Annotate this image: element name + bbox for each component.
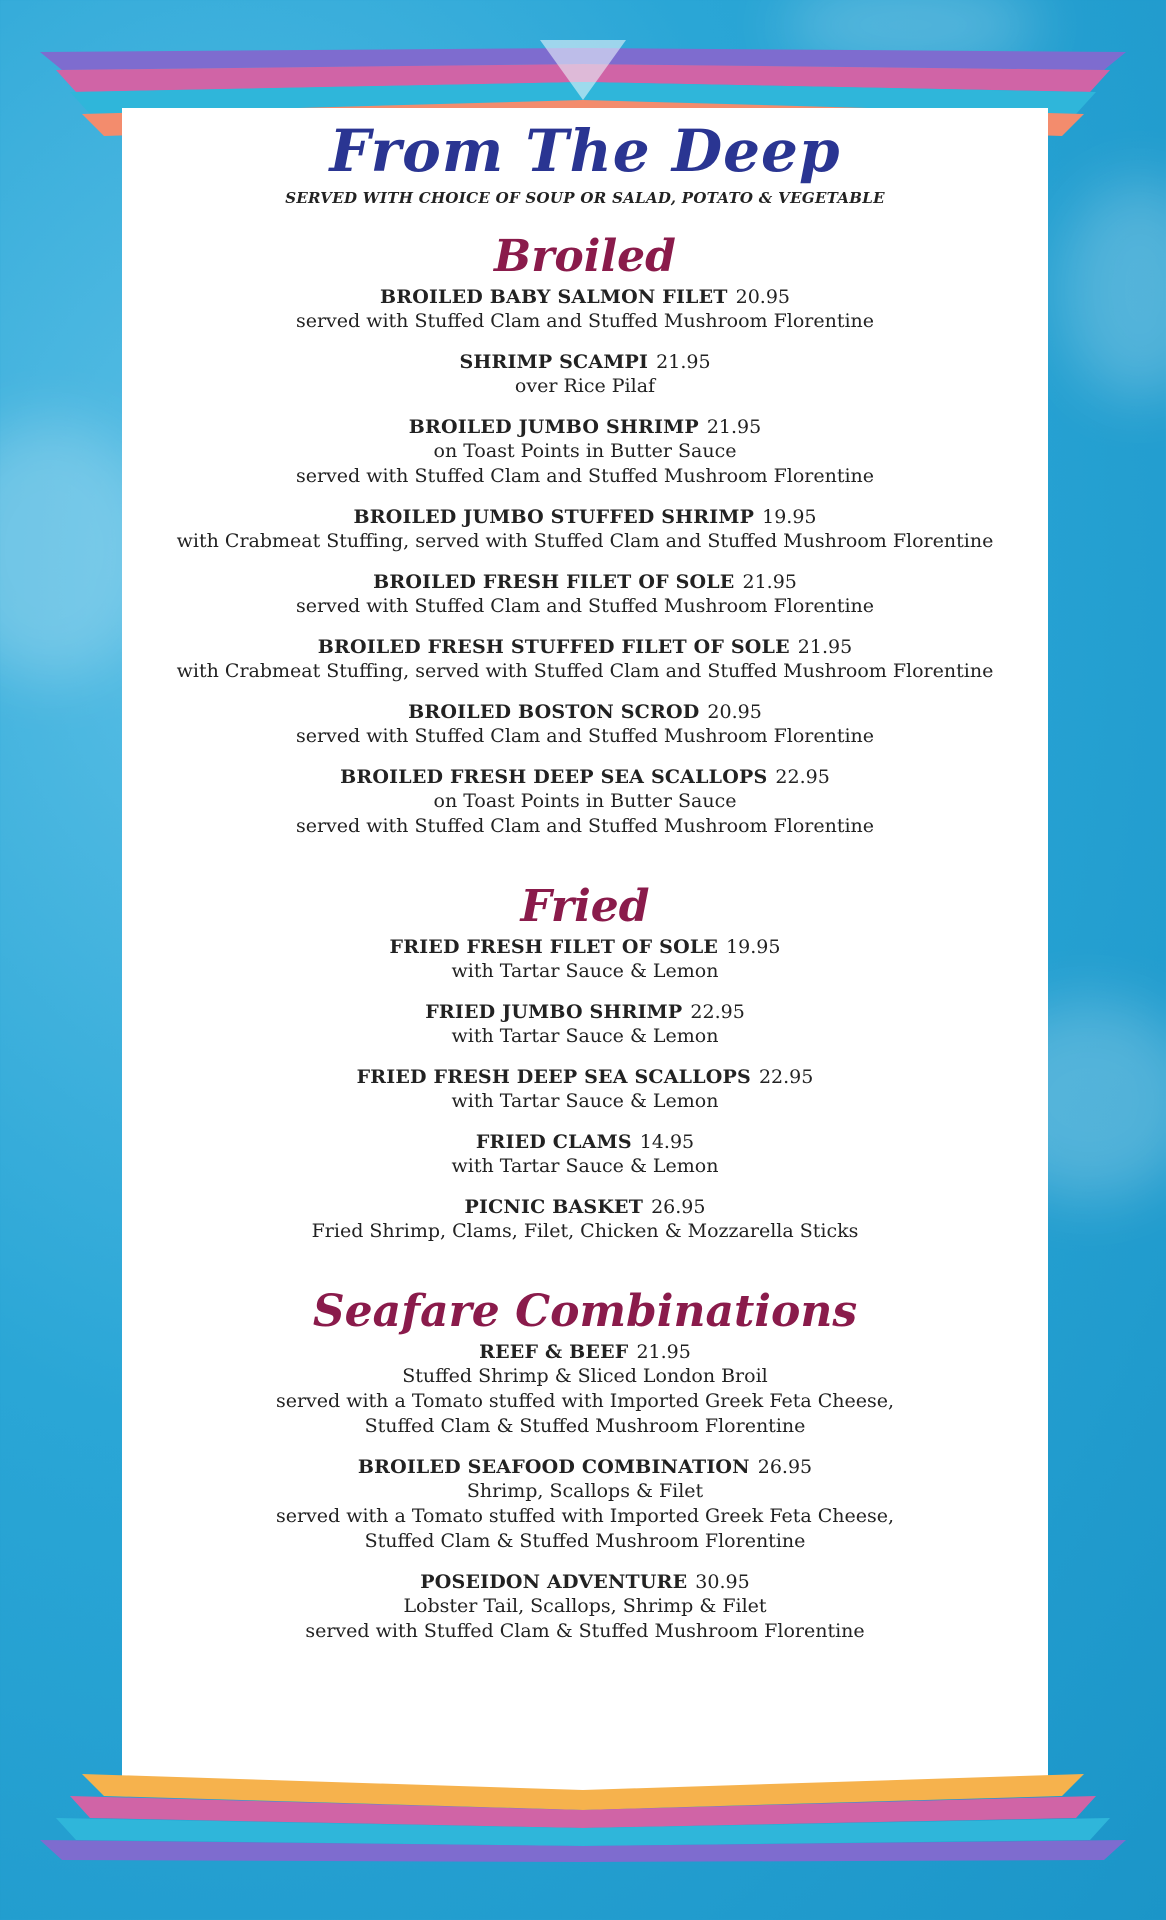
menu-item (122, 570, 1048, 619)
menu-item-name: FRIED JUMBO SHRIMP (425, 1001, 683, 1023)
menu-item-header (122, 415, 1048, 439)
menu-item-price: 21.95 (797, 636, 853, 658)
menu-item-header (122, 570, 1048, 594)
menu-item-name: BROILED FRESH DEEP SEA SCALLOPS (340, 766, 768, 788)
menu-item-name: POSEIDON ADVENTURE (420, 1571, 688, 1593)
section-title: Broiled (494, 231, 676, 282)
menu-item (122, 1130, 1048, 1179)
menu-item-price: 20.95 (707, 701, 762, 723)
menu-item-price: 20.95 (735, 286, 791, 308)
menu-item-description: served with a Tomato stuffed with Imported Greek Feta Cheese, (275, 1505, 895, 1527)
menu-item (122, 350, 1048, 399)
menu-item-price: 19.95 (762, 506, 817, 528)
menu-item-description: served with a Tomato stuffed with Imported Greek Feta Cheese, (275, 1390, 895, 1412)
menu-item-description: Fried Shrimp, Clams, Filet, Chicken & Mozzarella Sticks (311, 1220, 859, 1242)
menu-content (122, 115, 1048, 1660)
menu-item-description: with Tartar Sauce & Lemon (451, 960, 719, 982)
menu-item-description: served with Stuffed Clam and Stuffed Mushroom Florentine (295, 725, 875, 747)
menu-item-description: served with Stuffed Clam and Stuffed Mushroom Florentine (295, 815, 875, 837)
menu-item-price: 21.95 (706, 416, 762, 438)
menu-section (122, 1284, 1048, 1644)
menu-item-description: over Rice Pilaf (514, 375, 656, 397)
menu-item-price: 21.95 (656, 351, 711, 373)
menu-section (122, 229, 1048, 839)
menu-item (122, 635, 1048, 684)
menu-item (122, 765, 1048, 839)
menu-item (122, 505, 1048, 554)
menu-item-header (122, 1195, 1048, 1219)
menu-item-name: REEF & BEEF (479, 1341, 629, 1363)
menu-item-price: 26.95 (651, 1196, 706, 1218)
menu-item-description: with Tartar Sauce & Lemon (451, 1090, 719, 1112)
cloud-decoration (1060, 180, 1166, 400)
menu-item-name: SHRIMP SCAMPI (459, 351, 649, 373)
menu-item-description: with Tartar Sauce & Lemon (451, 1155, 719, 1177)
menu-item (122, 285, 1048, 334)
menu-item-name: FRIED FRESH DEEP SEA SCALLOPS (356, 1066, 751, 1088)
menu-item-description: served with Stuffed Clam & Stuffed Mushroom Florentine (305, 1620, 865, 1642)
menu-item-name: PICNIC BASKET (464, 1196, 644, 1218)
menu-item-description: with Crabmeat Stuffing, served with Stuffed Clam and Stuffed Mushroom Florentine (176, 660, 994, 682)
menu-item-price: 19.95 (726, 936, 781, 958)
menu-item-header (122, 1130, 1048, 1154)
menu-item (122, 1000, 1048, 1049)
menu-item-description: with Crabmeat Stuffing, served with Stuffed Clam and Stuffed Mushroom Florentine (176, 530, 994, 552)
menu-item-header (122, 765, 1048, 789)
menu-title: From The Deep (329, 117, 841, 185)
menu-item-description: Shrimp, Scallops & Filet (466, 1480, 704, 1502)
section-title: Fried (520, 881, 650, 932)
menu-item-header (122, 1000, 1048, 1024)
menu-item-header (122, 1455, 1048, 1479)
menu-item-header (122, 505, 1048, 529)
menu-item-description: served with Stuffed Clam and Stuffed Mushroom Florentine (295, 310, 875, 332)
menu-item-price: 14.95 (639, 1131, 695, 1153)
menu-item (122, 415, 1048, 489)
menu-item-name: BROILED FRESH FILET OF SOLE (373, 571, 735, 593)
menu-item-description: served with Stuffed Clam and Stuffed Mushroom Florentine (295, 465, 875, 487)
menu-item-name: FRIED FRESH FILET OF SOLE (389, 936, 719, 958)
bottom-ribbon-banner (0, 1770, 1166, 1870)
menu-item-description: Stuffed Clam & Stuffed Mushroom Florentine (364, 1415, 806, 1437)
menu-item-description: Stuffed Clam & Stuffed Mushroom Florentine (364, 1530, 806, 1552)
menu-item (122, 1340, 1048, 1439)
menu-sections (122, 229, 1048, 1644)
section-title: Seafare Combinations (312, 1286, 858, 1337)
menu-item-description: on Toast Points in Butter Sauce (433, 440, 737, 462)
menu-item (122, 1195, 1048, 1244)
menu-item-price: 22.95 (775, 766, 830, 788)
menu-item-header (122, 285, 1048, 309)
menu-item-header (122, 935, 1048, 959)
menu-item-name: BROILED BOSTON SCROD (408, 701, 700, 723)
menu-item (122, 1455, 1048, 1554)
menu-item-header (122, 1065, 1048, 1089)
menu-item-name: BROILED FRESH STUFFED FILET OF SOLE (317, 636, 790, 658)
menu-item-price: 22.95 (690, 1001, 745, 1023)
menu-item-header (122, 635, 1048, 659)
menu-item-header (122, 1340, 1048, 1364)
menu-item (122, 700, 1048, 749)
menu-section (122, 879, 1048, 1244)
menu-item-price: 22.95 (758, 1066, 814, 1088)
menu-item-price: 30.95 (695, 1571, 750, 1593)
menu-item-description: with Tartar Sauce & Lemon (451, 1025, 719, 1047)
menu-item-name: BROILED BABY SALMON FILET (379, 286, 728, 308)
menu-item-header (122, 1570, 1048, 1594)
menu-item (122, 1570, 1048, 1644)
menu-item-price: 21.95 (742, 571, 797, 593)
menu-item-description: on Toast Points in Butter Sauce (433, 790, 737, 812)
menu-item-description: Lobster Tail, Scallops, Shrimp & Filet (403, 1595, 767, 1617)
menu-item-header (122, 350, 1048, 374)
menu-subtitle: SERVED WITH CHOICE OF SOUP OR SALAD, POTATO & VEGETABLE (285, 189, 885, 207)
menu-item-price: 21.95 (636, 1341, 691, 1363)
menu-item (122, 1065, 1048, 1114)
menu-item-name: BROILED SEAFOOD COMBINATION (357, 1456, 750, 1478)
menu-item-name: FRIED CLAMS (475, 1131, 632, 1153)
menu-item-name: BROILED JUMBO STUFFED SHRIMP (353, 506, 755, 528)
menu-item-header (122, 700, 1048, 724)
menu-item-price: 26.95 (757, 1456, 813, 1478)
menu-item-description: Stuffed Shrimp & Sliced London Broil (402, 1365, 768, 1387)
menu-item-name: BROILED JUMBO SHRIMP (408, 416, 699, 438)
menu-item-description: served with Stuffed Clam and Stuffed Mushroom Florentine (295, 595, 875, 617)
menu-item (122, 935, 1048, 984)
